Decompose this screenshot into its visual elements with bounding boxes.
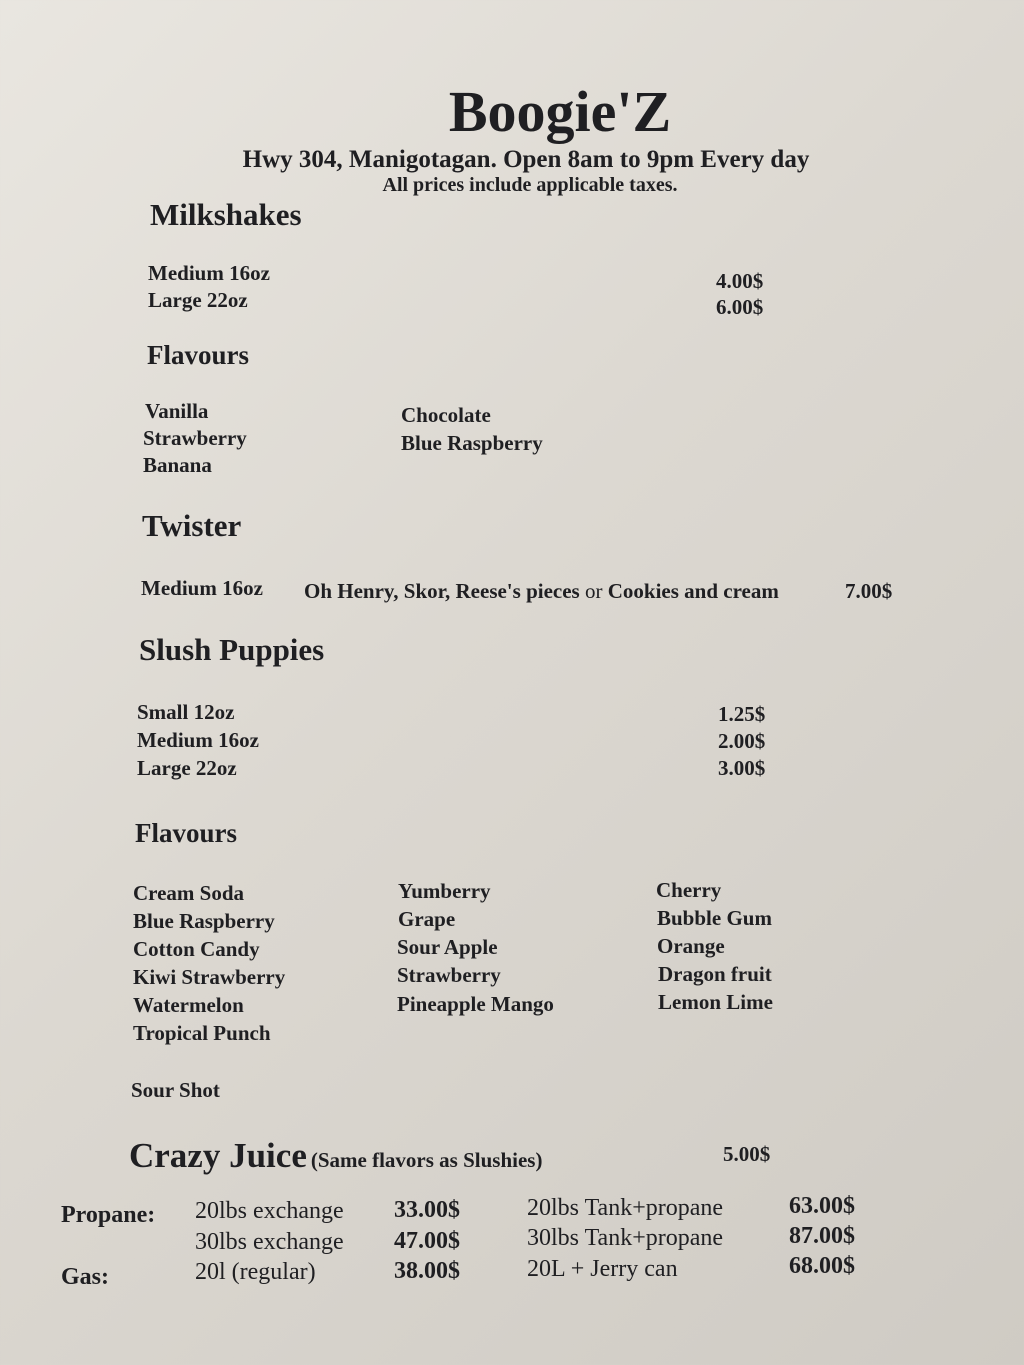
twister-flavours-a: Oh Henry, Skor, Reese's pieces bbox=[304, 579, 580, 603]
propane-item: 30lbs exchange bbox=[195, 1229, 344, 1255]
slush-flavour: Orange bbox=[657, 934, 725, 958]
gas-item: 20l (regular) bbox=[195, 1259, 316, 1285]
slush-flavour: Bubble Gum bbox=[657, 906, 772, 930]
milkshake-size: Medium 16oz bbox=[148, 261, 270, 285]
milkshake-flavour: Banana bbox=[143, 453, 212, 477]
crazy-juice-price: 5.00$ bbox=[723, 1142, 771, 1166]
twister-size: Medium 16oz bbox=[141, 576, 263, 600]
slush-price: 1.25$ bbox=[718, 702, 766, 726]
milkshake-flavour: Strawberry bbox=[143, 426, 247, 450]
propane-item: 30lbs Tank+propane bbox=[527, 1225, 724, 1251]
slush-flavour: Strawberry bbox=[397, 963, 501, 987]
crazy-juice-heading: Crazy Juice bbox=[129, 1136, 307, 1175]
milkshake-size: Large 22oz bbox=[148, 288, 248, 312]
milkshakes-heading: Milkshakes bbox=[150, 197, 302, 232]
milkshake-price: 4.00$ bbox=[716, 269, 764, 293]
gas-label: Gas: bbox=[61, 1264, 109, 1290]
propane-price: 63.00$ bbox=[789, 1193, 855, 1219]
slush-flavour: Watermelon bbox=[133, 993, 244, 1017]
page-title: Boogie'Z bbox=[448, 79, 672, 144]
slush-flavour: Grape bbox=[398, 907, 456, 931]
slush-flavour: Pineapple Mango bbox=[397, 992, 554, 1016]
milkshake-flavour: Blue Raspberry bbox=[401, 431, 543, 455]
twister-flavours bbox=[304, 579, 779, 604]
slush-flavour: Cream Soda bbox=[133, 881, 245, 905]
sour-shot: Sour Shot bbox=[131, 1078, 220, 1102]
slush-heading: Slush Puppies bbox=[139, 632, 325, 667]
tax-note: All prices include applicable taxes. bbox=[382, 174, 678, 196]
slush-price: 3.00$ bbox=[718, 756, 766, 780]
twister-price: 7.00$ bbox=[845, 579, 893, 603]
address-hours: Hwy 304, Manigotagan. Open 8am to 9pm Every day bbox=[242, 146, 810, 173]
crazy-juice-line bbox=[129, 1136, 542, 1176]
slush-flavour: Tropical Punch bbox=[133, 1021, 271, 1045]
twister-flavours-b: Cookies and cream bbox=[607, 579, 779, 603]
slush-flavours-heading: Flavours bbox=[135, 818, 238, 848]
slush-size: Large 22oz bbox=[137, 756, 237, 780]
milkshake-price: 6.00$ bbox=[716, 295, 764, 319]
slush-flavour: Dragon fruit bbox=[658, 962, 772, 986]
propane-item: 20lbs Tank+propane bbox=[527, 1195, 724, 1221]
slush-flavour: Cotton Candy bbox=[133, 937, 260, 961]
gas-price: 38.00$ bbox=[394, 1258, 460, 1284]
propane-price: 87.00$ bbox=[789, 1223, 855, 1249]
slush-flavour: Yumberry bbox=[398, 879, 491, 903]
twister-flavours-or: or bbox=[584, 579, 603, 603]
twister-heading: Twister bbox=[142, 508, 242, 543]
slush-flavour: Lemon Lime bbox=[658, 990, 773, 1014]
milkshake-flavour: Chocolate bbox=[401, 403, 491, 427]
slush-flavour: Blue Raspberry bbox=[133, 909, 275, 933]
propane-price: 33.00$ bbox=[394, 1197, 460, 1223]
slush-flavour: Kiwi Strawberry bbox=[133, 965, 286, 989]
gas-price: 68.00$ bbox=[789, 1253, 855, 1279]
propane-price: 47.00$ bbox=[394, 1228, 460, 1254]
slush-size: Small 12oz bbox=[137, 700, 235, 724]
propane-label: Propane: bbox=[61, 1202, 156, 1228]
slush-size: Medium 16oz bbox=[137, 728, 259, 752]
milkshake-flavours-heading: Flavours bbox=[147, 340, 250, 370]
crazy-juice-note: (Same flavors as Slushies) bbox=[310, 1148, 543, 1172]
milkshake-flavour: Vanilla bbox=[145, 399, 209, 423]
slush-flavour: Cherry bbox=[656, 878, 722, 902]
slush-price: 2.00$ bbox=[718, 729, 766, 753]
slush-flavour: Sour Apple bbox=[397, 935, 498, 959]
gas-item: 20L + Jerry can bbox=[527, 1256, 678, 1282]
propane-item: 20lbs exchange bbox=[195, 1198, 344, 1224]
